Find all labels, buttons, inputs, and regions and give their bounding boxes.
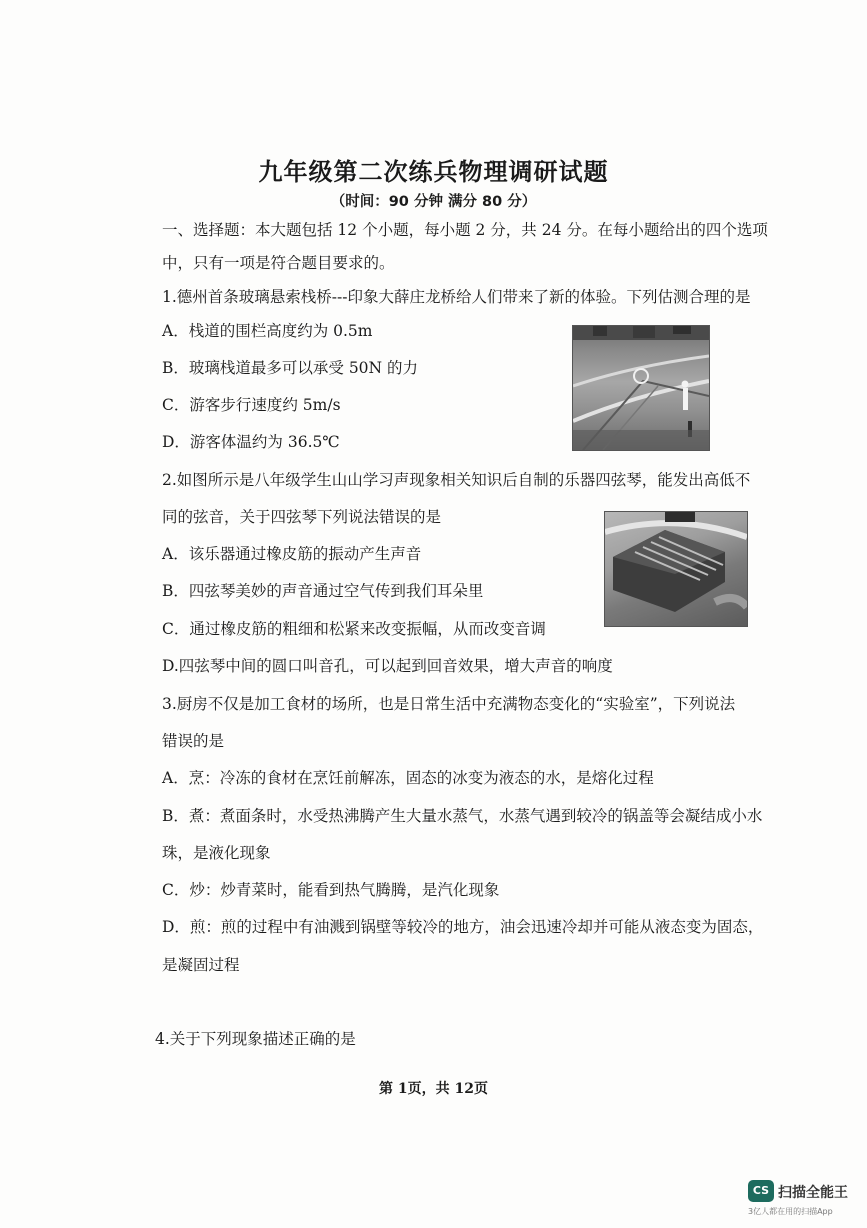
question-1-option-d: D．游客体温约为 36.5℃ bbox=[162, 433, 340, 451]
question-3-option-d-line-1: D．煎：煎的过程中有油溅到锅壁等较冷的地方，油会迅速冷却并可能从液态变为固态， bbox=[162, 918, 764, 936]
question-3-option-b-line-2: 珠，是液化现象 bbox=[162, 844, 271, 862]
question-2-option-d: D.四弦琴中间的圆口叫音孔，可以起到回音效果，增大声音的响度 bbox=[162, 657, 613, 675]
four-string-instrument-photo bbox=[604, 511, 748, 627]
scanner-app-name: 扫描全能王 bbox=[778, 1185, 848, 1201]
question-3-stem-line-1: 3.厨房不仅是加工食材的场所，也是日常生活中充满物态变化的“实验室”，下列说法 bbox=[162, 695, 736, 713]
question-1-option-a: A．栈道的围栏高度约为 0.5m bbox=[162, 322, 373, 340]
question-2-stem-line-2: 同的弦音，关于四弦琴下列说法错误的是 bbox=[162, 508, 442, 526]
scanner-logo-icon: CS bbox=[748, 1180, 774, 1202]
question-4-stem: 4.关于下列现象描述正确的是 bbox=[155, 1030, 356, 1048]
question-2-option-c: C．通过橡皮筋的粗细和松紧来改变振幅，从而改变音调 bbox=[162, 620, 546, 638]
section-instructions-line-2: 中，只有一项是符合题目要求的。 bbox=[162, 254, 395, 272]
page-number: 第 1页，共 12页 bbox=[379, 1081, 488, 1097]
question-2-stem-line-1: 2.如图所示是八年级学生山山学习声现象相关知识后自制的乐器四弦琴，能发出高低不 bbox=[162, 471, 751, 489]
question-2-option-a: A．该乐器通过橡皮筋的振动产生声音 bbox=[162, 545, 422, 563]
four-string-instrument-illustration bbox=[605, 512, 747, 626]
question-1-stem: 1.德州首条玻璃悬索栈桥---印象大薛庄龙桥给人们带来了新的体验。下列估测合理的是 bbox=[162, 288, 751, 306]
question-3-option-b-line-1: B．煮：煮面条时，水受热沸腾产生大量水蒸气，水蒸气遇到较冷的锅盖等会凝结成小水 bbox=[162, 807, 763, 825]
exam-title: 九年级第二次练兵物理调研试题 bbox=[258, 158, 609, 186]
question-3-option-d-line-2: 是凝固过程 bbox=[162, 956, 240, 974]
question-1-option-c: C．游客步行速度约 5m/s bbox=[162, 396, 341, 414]
glass-bridge-illustration bbox=[573, 326, 709, 450]
question-3-stem-line-2: 错误的是 bbox=[162, 732, 225, 750]
question-2-option-b: B．四弦琴美妙的声音通过空气传到我们耳朵里 bbox=[162, 582, 484, 600]
scanner-watermark bbox=[748, 1180, 860, 1220]
question-3-option-a: A．烹：冷冻的食材在烹饪前解冻，固态的冰变为液态的水，是熔化过程 bbox=[162, 769, 654, 787]
scanner-tagline: 3亿人都在用的扫描App bbox=[748, 1207, 833, 1216]
question-3-option-c: C．炒：炒青菜时，能看到热气腾腾，是汽化现象 bbox=[162, 881, 500, 899]
question-1-option-b: B．玻璃栈道最多可以承受 50N 的力 bbox=[162, 359, 419, 377]
section-instructions-line-1: 一、选择题：本大题包括 12 个小题，每小题 2 分，共 24 分。在每小题给出的四个选项 bbox=[162, 221, 768, 239]
exam-subtitle: （时间：90 分钟 满分 80 分） bbox=[330, 194, 537, 210]
glass-bridge-photo bbox=[572, 325, 710, 451]
